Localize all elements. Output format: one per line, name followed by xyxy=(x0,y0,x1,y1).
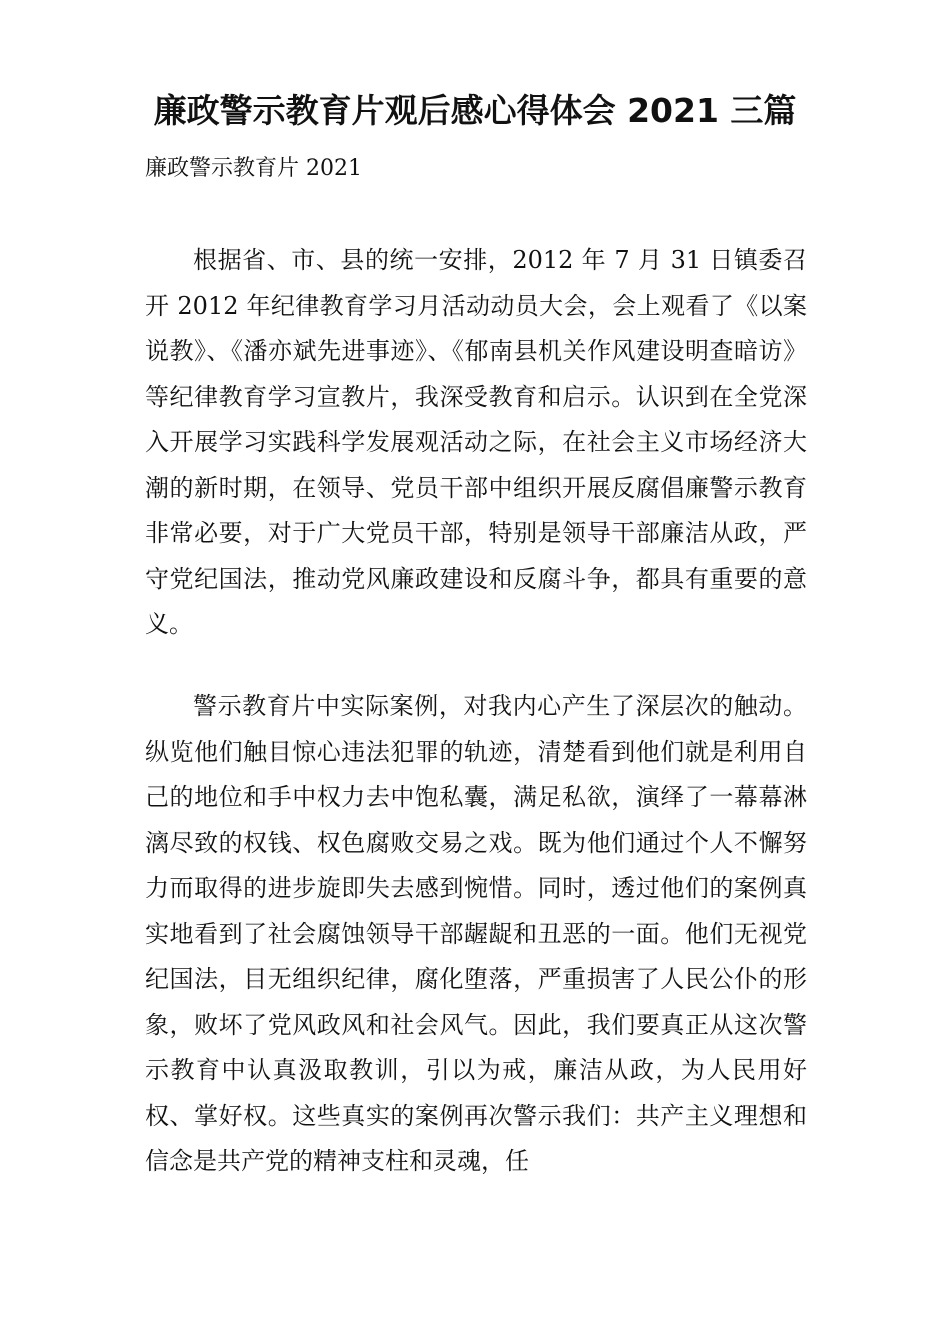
document-title: 廉政警示教育片观后感心得体会 2021 三篇 xyxy=(153,91,797,130)
body-paragraph: 警示教育片中实际案例，对我内心产生了深层次的触动。纵览他们触目惊心违法犯罪的轨迹，清楚看到他们就是利用自己的地位和手中权力去中饱私囊，满足私欲，演绎了一幕幕淋漓尽致的权钱、权色腐败交易之戏。既为他们通过个人不懈努力而取得的进步旋即失去感到惋惜。同时，透过他们的案例真实地看到了社会腐蚀领导干部龌龊和丑恶的一面。他们无视党纪国法，目无组织纪律，腐化堕落，严重损害了人民公仆的形象，败坏了党风政风和社会风气。因此，我们要真正从这次警示教育中认真汲取教训，引以为戒，廉洁从政，为人民用好权、掌好权。这些真实的案例再次警示我们：共产主义理想和信念是共产党的精神支柱和灵魂，任 xyxy=(145,692,807,1175)
body-paragraph: 根据省、市、县的统一安排，2012 年 7 月 31 日镇委召开 2012 年纪律教育学习月活动动员大会，会上观看了《以案说教》、《潘亦斌先进事迹》、《郁南县机关作风建设明查暗访》等纪律教育学习宣教片，我深受教育和启示。认识到在全党深入开展学习实践科学发展观活动之际，在社会主义市场经济大潮的新时期，在领导、党员干部中组织开展反腐倡廉警示教育非常必要，对于广大党员干部，特别是领导干部廉洁从政，严守党纪国法，推动党风廉政建设和反腐斗争，都具有重要的意义。 xyxy=(145,246,807,638)
document-subtitle: 廉政警示教育片 2021 xyxy=(145,156,362,181)
